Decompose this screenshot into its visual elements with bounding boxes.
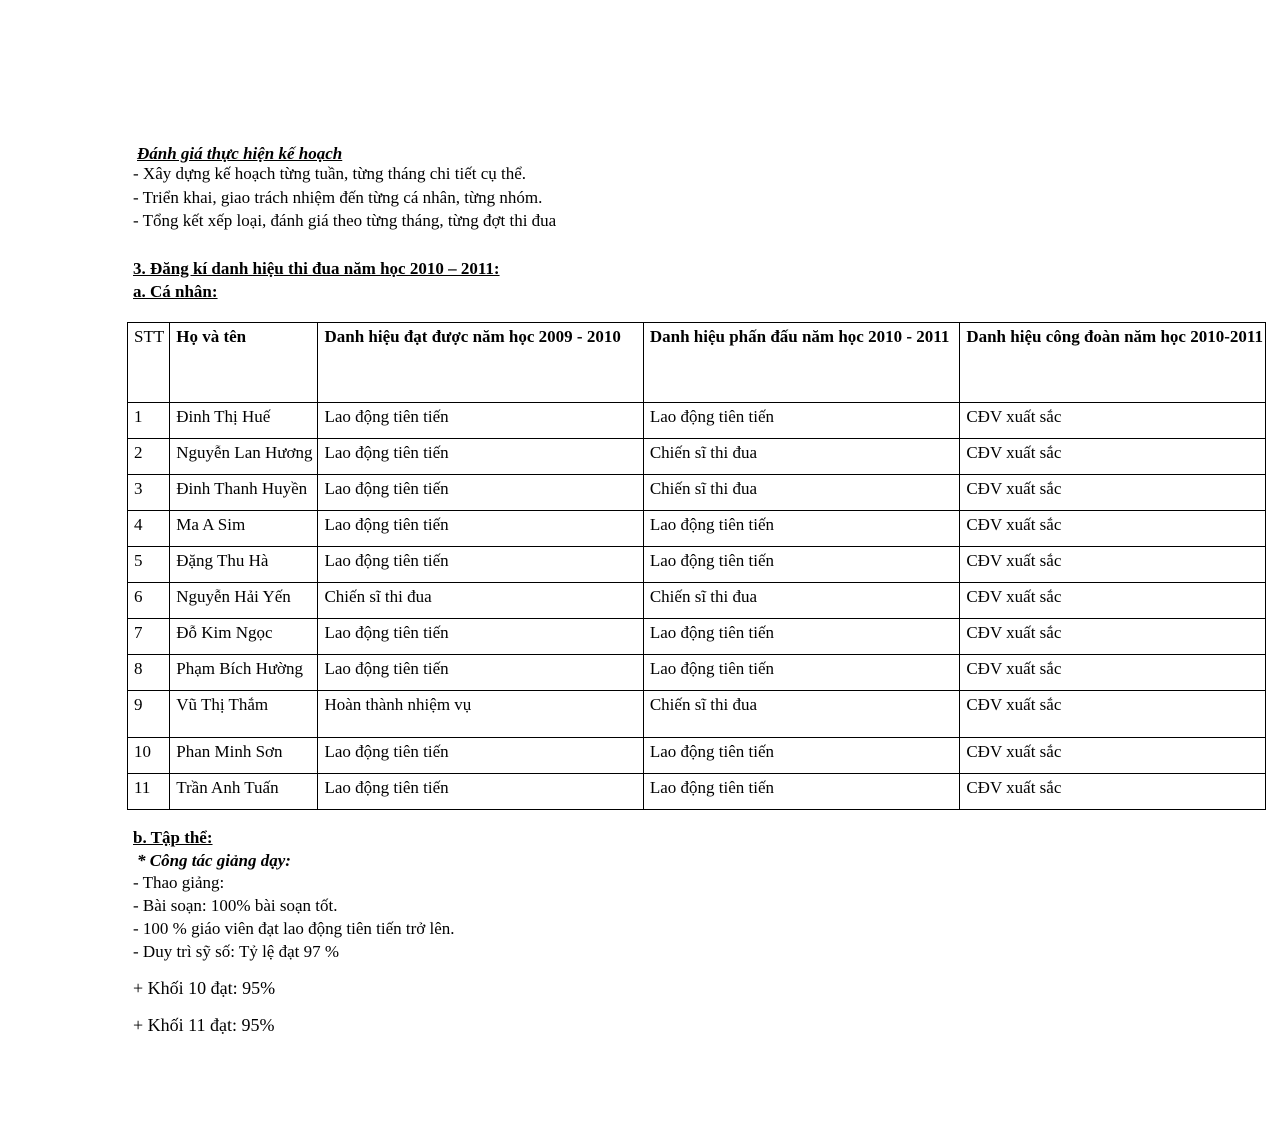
cell-stt: 3 [128, 475, 170, 511]
cell-name: Nguyễn Hải Yến [170, 583, 318, 619]
cell-target: Lao động tiên tiến [643, 774, 959, 810]
cell-achieved: Lao động tiên tiến [318, 475, 643, 511]
cell-stt: 7 [128, 619, 170, 655]
section3-subheading: a. Cá nhân: [133, 282, 218, 301]
cell-stt: 1 [128, 403, 170, 439]
cell-union: CĐV xuất sắc [960, 475, 1266, 511]
table-row [128, 511, 1266, 547]
teaching-item: - Duy trì sỹ số: Tỷ lệ đạt 97 % [133, 942, 340, 961]
cell-stt: 2 [128, 439, 170, 475]
cell-stt: 8 [128, 655, 170, 691]
cell-achieved: Lao động tiên tiến [318, 738, 643, 774]
cell-target: Lao động tiên tiến [643, 403, 959, 439]
cell-union: CĐV xuất sắc [960, 655, 1266, 691]
cell-union: CĐV xuất sắc [960, 547, 1266, 583]
award-registration-table [127, 322, 1266, 810]
cell-union: CĐV xuất sắc [960, 583, 1266, 619]
cell-achieved: Lao động tiên tiến [318, 619, 643, 655]
cell-union: CĐV xuất sắc [960, 691, 1266, 738]
cell-name: Đặng Thu Hà [170, 547, 318, 583]
cell-stt: 6 [128, 583, 170, 619]
cell-achieved: Lao động tiên tiến [318, 547, 643, 583]
teaching-subheading: * Công tác giảng dạy: [137, 851, 291, 870]
header-achieved-title: Danh hiệu đạt được năm học 2009 - 2010 [318, 323, 643, 403]
table-row [128, 583, 1266, 619]
cell-name: Trần Anh Tuấn [170, 774, 318, 810]
cell-target: Chiến sĩ thi đua [643, 439, 959, 475]
cell-achieved: Hoàn thành nhiệm vụ [318, 691, 643, 738]
cell-name: Nguyễn Lan Hương [170, 439, 318, 475]
header-stt: STT [128, 323, 170, 403]
cell-target: Lao động tiên tiến [643, 738, 959, 774]
cell-achieved: Chiến sĩ thi đua [318, 583, 643, 619]
table-row [128, 439, 1266, 475]
table-body [128, 403, 1266, 810]
cell-union: CĐV xuất sắc [960, 738, 1266, 774]
cell-achieved: Lao động tiên tiến [318, 439, 643, 475]
table-row [128, 655, 1266, 691]
section-b-heading: b. Tập thể: [133, 828, 213, 847]
cell-name: Phan Minh Sơn [170, 738, 318, 774]
cell-name: Ma A Sim [170, 511, 318, 547]
table-row [128, 619, 1266, 655]
cell-name: Đinh Thanh Huyền [170, 475, 318, 511]
cell-achieved: Lao động tiên tiến [318, 774, 643, 810]
table-row [128, 774, 1266, 810]
cell-target: Lao động tiên tiến [643, 655, 959, 691]
cell-name: Vũ Thị Thắm [170, 691, 318, 738]
plan-item: - Tổng kết xếp loại, đánh giá theo từng tháng, từng đợt thi đua [133, 211, 557, 230]
table-row [128, 547, 1266, 583]
cell-stt: 10 [128, 738, 170, 774]
cell-name: Đinh Thị Huế [170, 403, 318, 439]
plan-item: - Xây dựng kế hoạch từng tuần, từng tháng chi tiết cụ thể. [133, 164, 527, 183]
cell-name: Phạm Bích Hường [170, 655, 318, 691]
cell-target: Chiến sĩ thi đua [643, 583, 959, 619]
cell-union: CĐV xuất sắc [960, 439, 1266, 475]
cell-stt: 5 [128, 547, 170, 583]
table-row [128, 475, 1266, 511]
header-union-title: Danh hiệu công đoàn năm học 2010-2011 [960, 323, 1266, 403]
cell-achieved: Lao động tiên tiến [318, 403, 643, 439]
cell-stt: 9 [128, 691, 170, 738]
cell-stt: 11 [128, 774, 170, 810]
section3-heading: 3. Đăng kí danh hiệu thi đua năm học 2010 – 2011: [133, 259, 500, 278]
cell-union: CĐV xuất sắc [960, 619, 1266, 655]
plan-evaluation-title: Đánh giá thực hiện kế hoạch [137, 144, 343, 163]
grade-item: + Khối 11 đạt: 95% [133, 1015, 275, 1035]
cell-target: Lao động tiên tiến [643, 547, 959, 583]
plan-item: - Triển khai, giao trách nhiệm đến từng cá nhân, từng nhóm. [133, 188, 543, 207]
table-row [128, 738, 1266, 774]
table-header-row [128, 323, 1266, 403]
teaching-item: - 100 % giáo viên đạt lao động tiên tiến trở lên. [133, 919, 455, 938]
cell-name: Đỗ Kim Ngọc [170, 619, 318, 655]
cell-stt: 4 [128, 511, 170, 547]
cell-achieved: Lao động tiên tiến [318, 655, 643, 691]
cell-target: Chiến sĩ thi đua [643, 691, 959, 738]
cell-achieved: Lao động tiên tiến [318, 511, 643, 547]
teaching-item: - Thao giảng: [133, 873, 225, 892]
table-row [128, 691, 1266, 738]
table-row [128, 403, 1266, 439]
cell-union: CĐV xuất sắc [960, 403, 1266, 439]
header-target-title: Danh hiệu phấn đấu năm học 2010 - 2011 [643, 323, 959, 403]
cell-target: Lao động tiên tiến [643, 511, 959, 547]
header-name: Họ và tên [170, 323, 318, 403]
grade-item: + Khối 10 đạt: 95% [133, 978, 276, 998]
cell-union: CĐV xuất sắc [960, 511, 1266, 547]
cell-target: Lao động tiên tiến [643, 619, 959, 655]
cell-union: CĐV xuất sắc [960, 774, 1266, 810]
cell-target: Chiến sĩ thi đua [643, 475, 959, 511]
teaching-item: - Bài soạn: 100% bài soạn tốt. [133, 896, 338, 915]
